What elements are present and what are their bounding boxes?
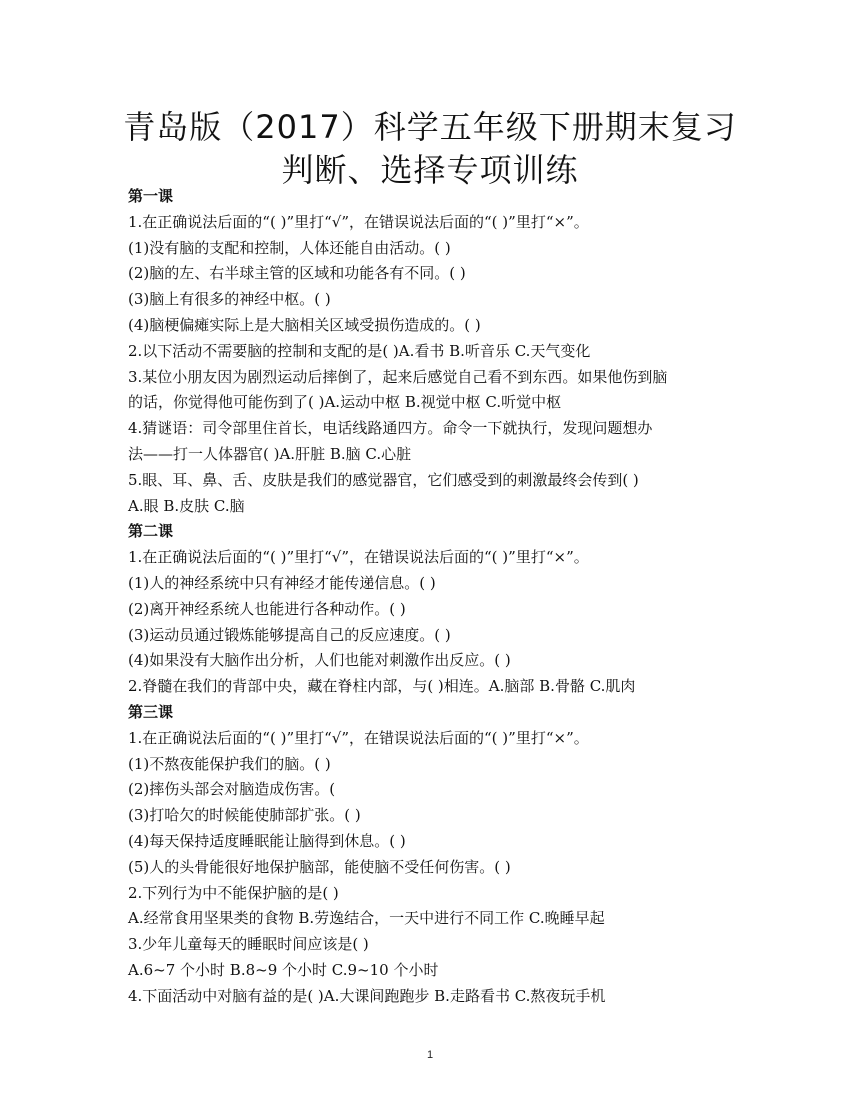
page-number: 1	[426, 1049, 434, 1061]
question-line: (1)不熬夜能保护我们的脑。( )	[128, 754, 331, 773]
document-body	[128, 184, 748, 1010]
question-line: (5)人的头骨能很好地保护脑部，能使脑不受任何伤害。( )	[128, 857, 511, 876]
question-line: (3)运动员通过锻炼能够提高自己的反应速度。( )	[128, 625, 451, 644]
question-line: (3)打哈欠的时候能使肺部扩张。( )	[128, 806, 361, 825]
question-line: A.6~7 个小时 B.8~9 个小时 C.9~10 个小时	[128, 960, 439, 979]
question-line: 2.下列行为中不能保护脑的是( )	[128, 883, 339, 902]
question-line: 3.某位小朋友因为剧烈运动后摔倒了，起来后感觉自己看不到东西。如果他伤到脑	[128, 367, 668, 386]
question-line: (2)离开神经系统人也能进行各种动作。( )	[128, 599, 406, 618]
question-line: 4.猜谜语：司令部里住首长，电话线路通四方。命令一下就执行，发现问题想办	[128, 419, 653, 438]
question-line: 2.脊髓在我们的背部中央，藏在脊柱内部，与( )相连。A.脑部 B.骨骼 C.肌肉	[128, 677, 636, 696]
question-line: 5.眼、耳、鼻、舌、皮肤是我们的感觉器官，它们感受到的刺激最终会传到( )	[128, 470, 639, 489]
question-line: 3.少年儿童每天的睡眠时间应该是( )	[128, 935, 369, 954]
question-line: 的话，你觉得他可能伤到了( )A.运动中枢 B.视觉中枢 C.听觉中枢	[128, 393, 562, 412]
question-line: 1.在正确说法后面的“( )”里打“√”，在错误说法后面的“( )”里打“×”。	[128, 728, 589, 747]
lesson-heading: 第一课	[128, 187, 174, 205]
question-line: 法——打一人体器官( )A.肝脏 B.脑 C.心脏	[128, 444, 412, 463]
question-line: A.经常食用坚果类的食物 B.劳逸结合，一天中进行不同工作 C.晚睡早起	[128, 909, 605, 928]
question-line: (4)如果没有大脑作出分析，人们也能对刺激作出反应。( )	[128, 651, 511, 670]
question-line: A.眼 B.皮肤 C.脑	[128, 496, 245, 515]
question-line: (4)脑梗偏瘫实际上是大脑相关区域受损伤造成的。( )	[128, 315, 481, 334]
lesson-heading: 第三课	[128, 702, 174, 721]
document-title-line1: 青岛版（2017）科学五年级下册期末复习	[123, 108, 737, 146]
question-line: (1)人的神经系统中只有神经才能传递信息。( )	[128, 573, 436, 592]
document-title-line2: 判断、选择专项训练	[281, 151, 579, 189]
lesson-heading: 第二课	[128, 522, 174, 541]
question-line: 1.在正确说法后面的“( )”里打“√”，在错误说法后面的“( )”里打“×”。	[128, 548, 589, 567]
question-line: (2)脑的左、右半球主管的区域和功能各有不同。( )	[128, 264, 466, 283]
question-line: (4)每天保持适度睡眠能让脑得到休息。( )	[128, 831, 406, 850]
question-line: 1.在正确说法后面的“( )”里打“√”，在错误说法后面的“( )”里打“×”。	[128, 212, 589, 231]
question-line: (2)摔伤头部会对脑造成伤害。(	[128, 780, 336, 799]
question-line: (1)没有脑的支配和控制，人体还能自由活动。( )	[128, 238, 451, 257]
question-line: 2.以下活动不需要脑的控制和支配的是( )A.看书 B.听音乐 C.天气变化	[128, 341, 591, 360]
question-line: (3)脑上有很多的神经中枢。( )	[128, 290, 331, 309]
question-line: 4.下面活动中对脑有益的是( )A.大课间跑跑步 B.走路看书 C.熬夜玩手机	[128, 986, 606, 1005]
